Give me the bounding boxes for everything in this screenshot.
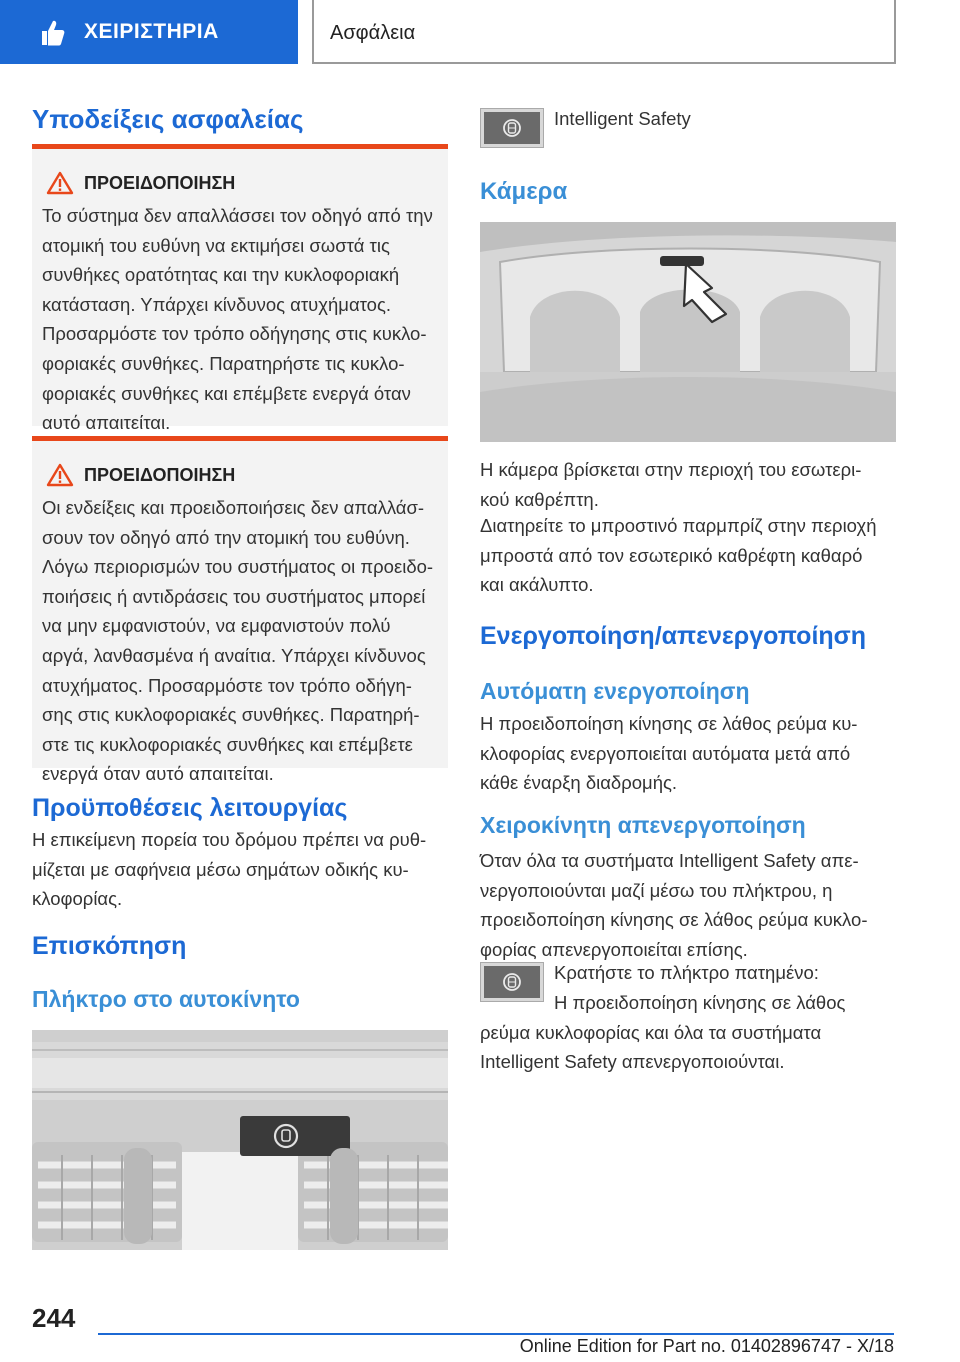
warning-text-1: Το σύστημα δεν απαλλάσσει τον οδηγό από την ατομική του ευθύνη να εκτιμήσει σωστά τις συνθήκες ορατότητας και την κυκλοφοριακή κατάσταση. Υπάρχει κίνδυνος ατυχήματος. Προσαρμόστε τον τρόπο οδήγησης στις κυκλο- φοριακές συνθήκες. Παρατηρήστε τις κυκλο- φοριακές συνθήκες και επέμβετε ενεργά όταν αυτό απαιτείται. [42,205,433,434]
thumbs-up-hand-icon [36,17,68,49]
warning-title-1: ΠΡΟΕΙΔΟΠΟΙΗΣΗ [42,171,438,195]
requirements-text: Η επικείμενη πορεία του δρόμου πρέπει να ρυθ- μίζεται με σαφήνεια μέσω σημάτων οδικής κυ- κλοφορίας. [32,829,427,910]
footer-divider [98,1333,894,1335]
warning-title-2: ΠΡΟΕΙΔΟΠΟΙΗΣΗ [42,463,438,487]
intelligent-safety-button-image [480,108,544,148]
deactivation-result-text: Η προειδοποίηση κίνησης σε λάθος ρεύμα κυκλοφορίας και όλα τα συστήματα Intelligent Safety απενεργοποιούνται. [480,992,846,1073]
section-title: Ασφάλεια [330,22,416,44]
camera-clean-text: Διατηρείτε το μπροστινό παρμπρίζ στην περιοχή μπροστά από τον εσωτερικό καθρέφτη καθαρό και ακάλυπτο. [480,515,877,596]
activation-heading: Ενεργοποίηση/απενεργοποίηση [480,622,867,650]
vehicle-button-image [32,1030,448,1250]
press-button-text: Κρατήστε το πλήκτρο πατημένο: [554,962,819,983]
manual-tab-label: ΧΕΙΡΙΣΤΗΡΙΑ [84,20,219,43]
page-number: 244 [32,1303,76,1333]
warning-box-1 [32,144,448,434]
section-header [312,0,896,64]
warning-triangle-icon [46,463,74,487]
manual-deactivation-heading: Χειροκίνητη απενεργοποίηση [480,812,806,838]
auto-activation-text: Η προειδοποίηση κίνησης σε λάθος ρεύμα κυ- κλοφορίας ενεργοποιείται αυτόματα μετά από κάθε έναρξη διαδρομής. [480,713,858,794]
requirements-heading: Προϋποθέσεις λειτουργίας [32,794,348,822]
button-heading: Πλήκτρο στο αυτοκίνητο [32,986,300,1012]
manual-tab[interactable] [0,0,298,64]
warning-box-2 [32,436,448,785]
manual-deactivation-text: Όταν όλα τα συστήματα Intelligent Safety απε- νεργοποιούνται μαζί μέσω του πλήκτρου, η προειδοποίηση κίνησης σε λάθος ρεύμα κυκλο- φορίας απενεργοποιείται επίσης. [480,850,868,960]
intelligent-safety-label: Intelligent Safety [554,108,691,129]
warning-text-2: Οι ενδείξεις και προειδοποιήσεις δεν απαλλάσ- σουν τον οδηγό από την ατομική του ευθύνη. Λόγω περιορισμών του συστήματος οι προειδο- ποιήσεις ή αντιδράσεις του συστήματος μπορεί να μην εμφανιστούν, να εμφανιστούν πολύ αργά, λανθασμένα ή αναίτια. Υπάρχει κίνδυνος ατυχήματος. Προσαρμόστε τον τρόπο οδήγη- σης στις κυκλοφοριακές συνθήκες. Παρατηρή- στε τις κυκλοφοριακές συνθήκες και επέμβετε ενεργά όταν αυτό απαιτείται. [42,497,434,785]
auto-activation-heading: Αυτόματη ενεργοποίηση [480,678,750,704]
footer-edition: Online Edition for Part no. 01402896747 - X/18 [519,1336,894,1356]
intelligent-safety-icon [503,118,521,138]
page-title: Υποδείξεις ασφαλείας [32,104,304,134]
overview-heading: Επισκόπηση [32,932,187,960]
warning-triangle-icon [46,171,74,195]
camera-heading: Κάμερα [480,178,568,205]
camera-location-text: Η κάμερα βρίσκεται στην περιοχή του εσωτερι- κού καθρέπτη. [480,459,862,510]
camera-location-image [480,222,896,442]
